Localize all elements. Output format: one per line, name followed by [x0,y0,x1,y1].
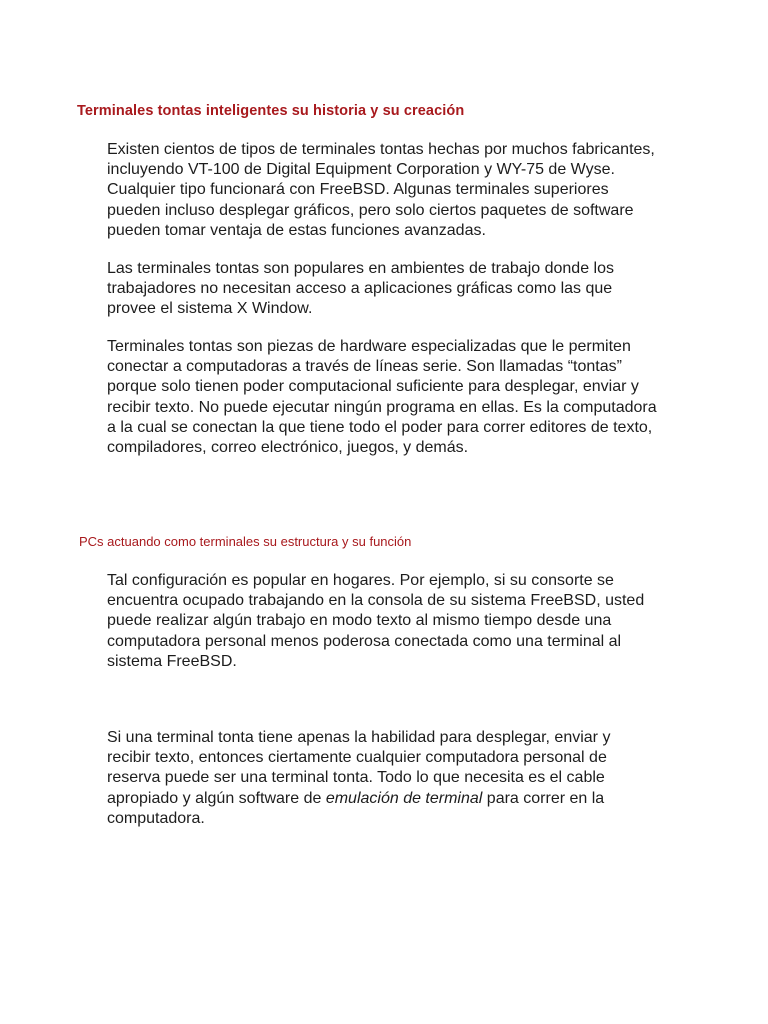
paragraph-tipos-terminales: Existen cientos de tipos de terminales tontas hechas por muchos fabricantes, incluyendo VT-100 de Digital Equipment Corporation y WY-75 de Wyse. Cualquier tipo funcionará con FreeBSD. Algunas terminales superiores pueden incluso desplegar gráficos, pero solo ciertos paquetes de software pueden tomar ventaja de estas funciones avanzadas. [107,141,655,239]
paragraph-computadora-reserva [107,728,657,829]
section-heading-terminales: Terminales tontas inteligentes su historia y su creación [77,103,465,119]
paragraph-ambientes-trabajo: Las terminales tontas son populares en ambientes de trabajo donde los trabajadores no necesitan acceso a aplicaciones gráficas como las que provee el sistema X Window. [107,260,614,318]
paragraph-text-start: Si una terminal tonta tiene apenas la habilidad para desplegar, enviar y recibir texto, entonces ciertamente cualquier computadora personal de reserva puede ser una terminal tonta. Todo lo que necesita es el cable apropiado y algún software de [107,729,611,807]
paragraph-text-end: para correr en la computadora. [107,789,605,827]
section-heading-pcs-terminales: PCs actuando como terminales su estructura y su función [79,534,412,549]
paragraph-hardware-especializado: Terminales tontas son piezas de hardware especializadas que le permiten conectar a computadoras a través de líneas serie. Son llamadas “tontas” porque solo tienen poder computacional suficiente para desplegar, enviar y recibir texto. No puede ejecutar ningún programa en ellas. Es la computadora a la cual se conectan la que tiene todo el poder para correr editores de texto, compiladores, correo electrónico, juegos, y demás. [107,338,657,457]
paragraph-configuracion-hogares: Tal configuración es popular en hogares. Por ejemplo, si su consorte se encuentra ocupado trabajando en la consola de su sistema FreeBSD, usted puede realizar algún trabajo en modo texto al mismo tiempo desde una computadora personal menos poderosa conectada como una terminal al sistema FreeBSD. [107,572,645,670]
emphasis-emulacion-terminal: emulación de terminal [325,789,483,807]
